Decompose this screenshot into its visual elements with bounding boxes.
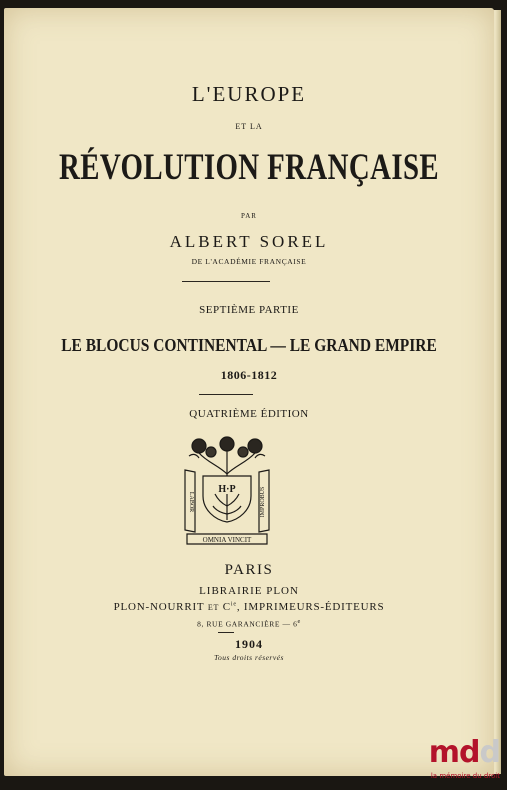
title-conjunction: ET LA bbox=[235, 122, 263, 131]
address-sup: e bbox=[297, 618, 301, 625]
emblem-motto-left: LABOR bbox=[188, 491, 194, 513]
address-text: 8, RUE GARANCIÈRE — 6 bbox=[197, 619, 298, 629]
publisher-emblem bbox=[179, 436, 275, 548]
emblem-motto-bottom: OMNIA VINCIT bbox=[202, 536, 252, 544]
printer-name: PLON-NOURRIT bbox=[113, 601, 205, 613]
printer-cie: C bbox=[222, 601, 231, 613]
emblem-motto-right: IMPROBUS bbox=[260, 486, 266, 518]
printer-et: ET bbox=[207, 603, 220, 612]
emblem-monogram: H·P bbox=[218, 484, 236, 495]
imprint-printer bbox=[4, 601, 494, 613]
author-name: ALBERT SOREL bbox=[169, 232, 329, 251]
edition-label: QUATRIÈME ÉDITION bbox=[189, 408, 309, 420]
imprint-publisher: LIBRAIRIE PLON bbox=[199, 585, 299, 597]
mdd-watermark-logo bbox=[418, 736, 504, 786]
author-affiliation: DE L'ACADÉMIE FRANÇAISE bbox=[191, 257, 307, 266]
mdd-tagline: la mémoire du droit bbox=[430, 772, 500, 780]
title-top: L'EUROPE bbox=[191, 82, 307, 106]
divider-rule bbox=[218, 632, 234, 633]
title-page bbox=[4, 8, 494, 776]
by-label: PAR bbox=[241, 212, 257, 220]
imprint-address bbox=[4, 618, 494, 629]
publication-year: 1904 bbox=[235, 637, 263, 651]
imprint-city: PARIS bbox=[224, 562, 274, 578]
printer-cie-sup: ie bbox=[230, 601, 237, 608]
rights-notice: Tous droits réservés bbox=[214, 653, 284, 662]
printer-role: , IMPRIMEURS-ÉDITEURS bbox=[236, 601, 385, 613]
divider-rule bbox=[199, 394, 253, 395]
year-range: 1806-1812 bbox=[220, 368, 278, 382]
main-title: RÉVOLUTION FRANÇAISE bbox=[58, 147, 440, 188]
divider-rule bbox=[182, 281, 270, 282]
part-label: SEPTIÈME PARTIE bbox=[199, 304, 299, 316]
subtitle: LE BLOCUS CONTINENTAL — LE GRAND EMPIRE bbox=[61, 335, 437, 355]
mdd-logo: mdd bbox=[428, 735, 500, 770]
